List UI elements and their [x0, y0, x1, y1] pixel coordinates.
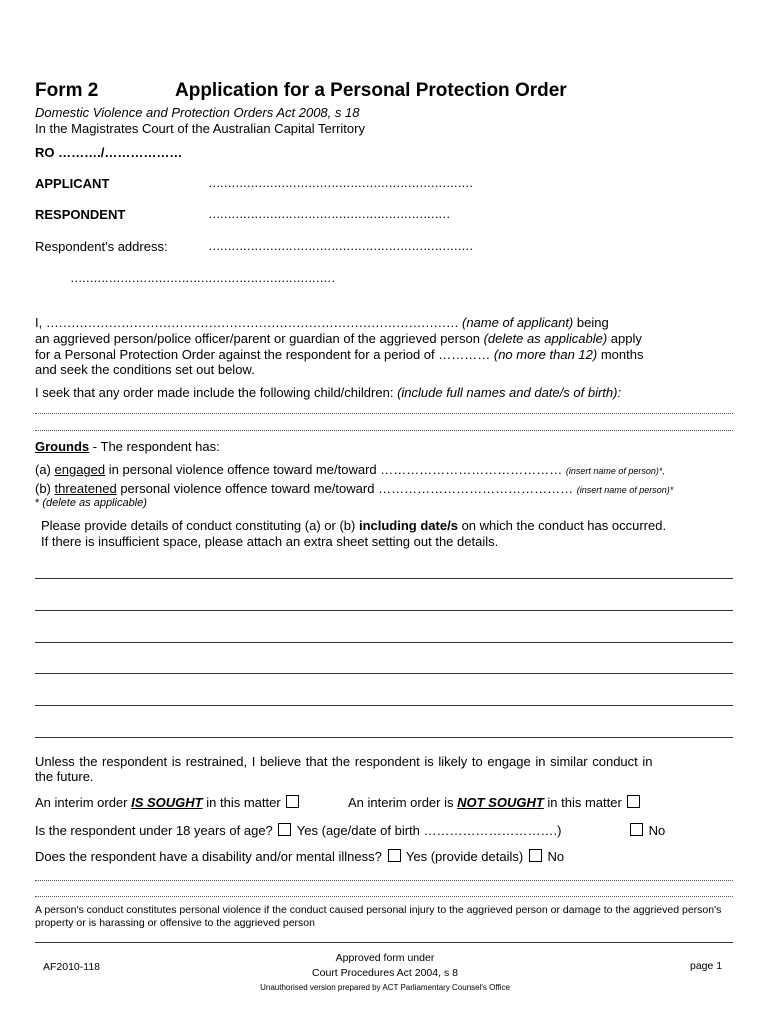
is-sought-label: IS SOUGHT — [131, 795, 203, 810]
star-hint: (delete as applicable) — [42, 497, 147, 509]
interim-sought-row — [35, 795, 301, 810]
period-text: for a Personal Protection Order against the respondent for a period of — [35, 347, 435, 362]
under18-row — [35, 823, 561, 838]
details-field-line5[interactable] — [35, 705, 733, 706]
approved-line1: Approved form under — [335, 952, 435, 964]
under18-no-checkbox[interactable] — [630, 823, 643, 836]
disability-yes-checkbox[interactable] — [388, 849, 401, 862]
act-reference: Domestic Violence and Protection Orders Act 2008, s 18 — [35, 105, 360, 120]
children-hint: (include full names and date/s of birth): — [397, 385, 622, 400]
under18-no-label: No — [648, 823, 666, 838]
statement-line2 — [35, 331, 642, 346]
children-field-line2[interactable] — [35, 430, 733, 431]
unauthorised-notice: Unauthorised version prepared by ACT Parliamentary Counsel's Office — [260, 983, 510, 992]
applicant-field[interactable]: …………………………………………………………… — [208, 176, 473, 190]
form-code: AF2010-118 — [43, 961, 101, 973]
star-note — [35, 497, 147, 509]
disability-yes-label: Yes (provide details) — [405, 849, 524, 864]
interim-not-sought-text: An interim order is — [348, 795, 454, 810]
ground-b-prefix: (b) — [35, 481, 51, 496]
grounds-intro: - The respondent has: — [92, 439, 220, 454]
interim-not-sought-rest: in this matter — [547, 795, 622, 810]
interim-not-sought-row — [348, 795, 642, 810]
ground-a-prefix: (a) — [35, 462, 51, 477]
disability-details-line1[interactable] — [35, 880, 733, 881]
months-text: months — [600, 347, 644, 362]
footer-divider — [35, 942, 733, 943]
ground-a — [35, 462, 665, 477]
page-number: page 1 — [690, 960, 723, 972]
details-text-a: Please provide details of conduct constituting (a) or (b) — [41, 518, 356, 533]
apply-text: apply — [610, 331, 642, 346]
ground-a-text: in personal violence offence toward me/toward — [108, 462, 377, 477]
ground-b-word: threatened — [54, 481, 117, 496]
under18-question: Is the respondent under 18 years of age? — [35, 823, 273, 838]
respondent-field[interactable]: ……………………………………………………… — [208, 207, 450, 221]
delete-hint: (delete as applicable) — [483, 331, 608, 346]
interim-sought-checkbox[interactable] — [286, 795, 299, 808]
address-label: Respondent's address: — [35, 239, 168, 254]
children-text: I seek that any order made include the following child/children: — [35, 385, 394, 400]
children-line — [35, 385, 621, 400]
ground-b-field[interactable]: ……………………………………… — [378, 481, 574, 496]
interim-sought-rest: in this matter — [206, 795, 281, 810]
under18-no — [628, 823, 665, 838]
belief-line2: the future. — [35, 769, 94, 784]
details-line2: If there is insufficient space, please attach an extra sheet setting out the details. — [41, 534, 499, 549]
form-number: Form 2 — [35, 80, 99, 101]
violence-note: A person's conduct constitutes personal violence if the conduct caused personal injury to the aggrieved person or damage to the aggrieved person's property or is harassing or offensive to the aggrieved person — [35, 904, 722, 929]
details-field-line6[interactable] — [35, 737, 733, 738]
details-text-c: on which the conduct has occurred. — [461, 518, 667, 533]
ground-b — [35, 481, 673, 496]
aggrieved-text: an aggrieved person/police officer/parent or guardian of the aggrieved person — [35, 331, 480, 346]
not-sought-label: NOT SOUGHT — [457, 795, 544, 810]
details-field-line2[interactable] — [35, 610, 733, 611]
period-hint: (no more than 12) — [493, 347, 598, 362]
statement-line3 — [35, 347, 643, 362]
under18-yes-label: Yes (age/date of birth ………………………….) — [296, 823, 562, 838]
ground-a-hint: (insert name of person)*, — [565, 466, 665, 476]
disability-question: Does the respondent have a disability and/or mental illness? — [35, 849, 382, 864]
ground-b-hint: (insert name of person)* — [576, 485, 674, 495]
details-field-line3[interactable] — [35, 642, 733, 643]
disability-row — [35, 849, 564, 864]
statement-line4: and seek the conditions set out below. — [35, 362, 255, 377]
approved-line2: Court Procedures Act 2004, s 8 — [312, 967, 458, 979]
under18-yes-checkbox[interactable] — [278, 823, 291, 836]
grounds-heading — [35, 439, 220, 454]
ro-number[interactable]: RO ………./……………… — [35, 145, 183, 160]
ground-b-text: personal violence offence toward me/toward — [120, 481, 375, 496]
disability-no-label: No — [547, 849, 565, 864]
disability-details-line2[interactable] — [35, 896, 733, 897]
ground-a-word: engaged — [54, 462, 106, 477]
period-field[interactable]: ………… — [438, 347, 491, 362]
name-hint: (name of applicant) — [461, 315, 574, 330]
address-field[interactable]: …………………………………………………………… — [208, 239, 473, 253]
disability-no-checkbox[interactable] — [529, 849, 542, 862]
children-field-line1[interactable] — [35, 413, 733, 414]
belief-line1: Unless the respondent is restrained, I believe that the respondent is likely to engage in similar conduct in — [35, 754, 653, 769]
address-field-line2[interactable]: …………………………………………………………… — [70, 271, 335, 285]
grounds-title: Grounds — [35, 439, 90, 454]
details-text-b: including date/s — [358, 518, 458, 533]
being-text: being — [576, 315, 609, 330]
interim-not-sought-checkbox[interactable] — [627, 795, 640, 808]
applicant-label: APPLICANT — [35, 176, 110, 191]
details-line1 — [41, 518, 666, 533]
interim-sought-text: An interim order — [35, 795, 128, 810]
details-field-line4[interactable] — [35, 673, 733, 674]
page-title: Application for a Personal Protection Order — [175, 80, 567, 101]
ground-a-field[interactable]: …………………………………… — [380, 462, 563, 477]
details-field-line1[interactable] — [35, 578, 733, 579]
statement-line1 — [35, 315, 609, 330]
respondent-label: RESPONDENT — [35, 207, 126, 222]
applicant-name-field[interactable]: ……………………………………………………………………………………… — [45, 315, 459, 330]
star-symbol: * — [35, 497, 40, 509]
statement-i: I, — [35, 315, 43, 330]
court-name: In the Magistrates Court of the Australian Capital Territory — [35, 121, 365, 136]
